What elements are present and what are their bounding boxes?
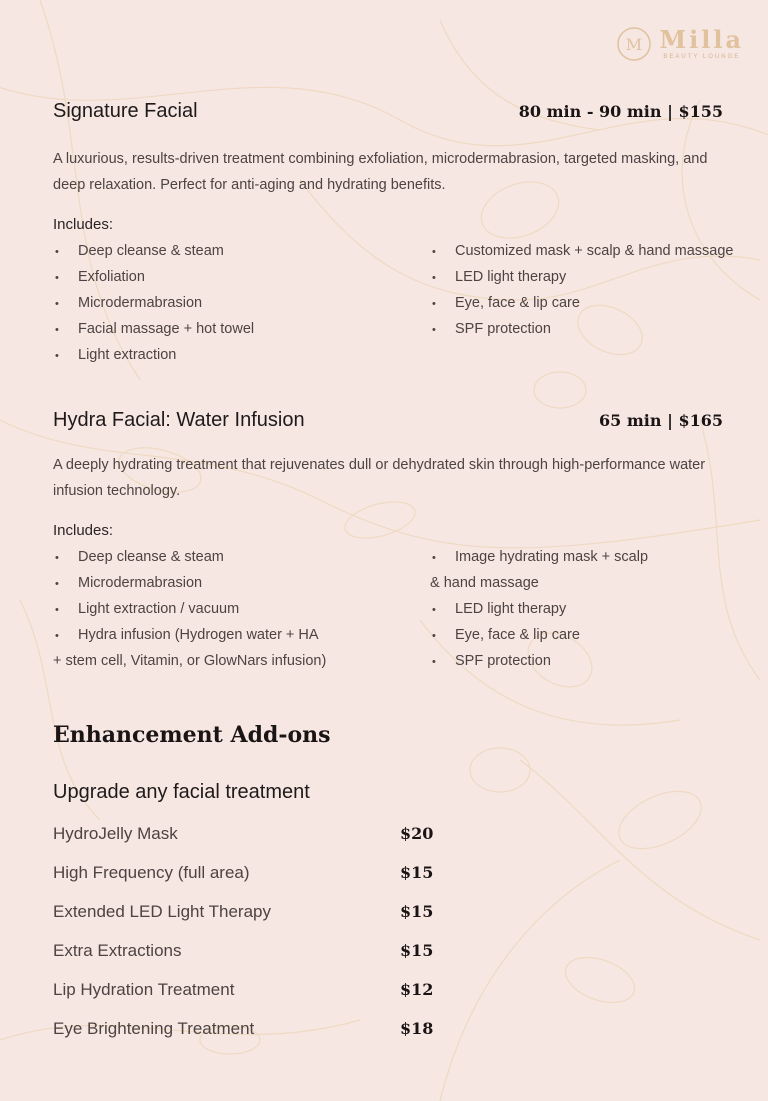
brand-logo: [616, 26, 744, 62]
addon-name: Eye Brightening Treatment: [53, 1019, 255, 1038]
includes-item: • Deep cleanse & steam: [53, 238, 254, 264]
includes-item: • LED light therapy: [430, 264, 733, 290]
addon-row: [53, 861, 453, 885]
addon-name: HydroJelly Mask: [53, 824, 178, 843]
addon-row: [53, 1017, 453, 1041]
addon-row: [53, 822, 453, 846]
includes-item: • Eye, face & lip care: [430, 290, 733, 316]
treatment-header-signature: [53, 100, 723, 123]
includes-list-right: [430, 544, 648, 674]
treatment-title: Hydra Facial: Water Infusion: [53, 409, 305, 431]
includes-item: • Customized mask + scalp & hand massage: [430, 238, 733, 264]
addon-price: $18: [400, 1019, 434, 1038]
includes-item: • Light extraction / vacuum: [53, 596, 326, 622]
addon-row: [53, 978, 453, 1002]
includes-item: • Light extraction: [53, 342, 254, 368]
includes-label: Includes:: [53, 216, 114, 233]
includes-label: Includes:: [53, 522, 114, 539]
addons-subtitle: Upgrade any facial treatment: [53, 781, 310, 803]
includes-item: • Image hydrating mask + scalp: [430, 544, 648, 570]
addon-price: $12: [400, 980, 434, 999]
addon-price: $15: [400, 863, 434, 882]
includes-item: • Deep cleanse & steam: [53, 544, 326, 570]
addon-price: $20: [400, 824, 434, 843]
addon-name: Lip Hydration Treatment: [53, 980, 235, 999]
addon-row: [53, 900, 453, 924]
addon-row: [53, 939, 453, 963]
includes-item: & hand massage: [430, 575, 539, 591]
brand-tagline: BEAUTY LOUNGE: [663, 54, 741, 60]
includes-item: • SPF protection: [430, 316, 733, 342]
includes-list-left: [53, 544, 326, 674]
addons-title: Enhancement Add-ons: [53, 722, 331, 748]
includes-item: • Facial massage + hot towel: [53, 316, 254, 342]
includes-item: • SPF protection: [430, 648, 648, 674]
includes-item: • Exfoliation: [53, 264, 254, 290]
addon-price: $15: [400, 902, 434, 921]
brand-name: Milla: [659, 25, 744, 54]
treatment-header-hydra: [53, 409, 723, 432]
includes-item: + stem cell, Vitamin, or GlowNars infusion): [53, 653, 327, 669]
treatment-description: A luxurious, results-driven treatment combining exfoliation, microdermabrasion, targeted masking, and deep relaxation. Perfect for anti-aging and hydrating benefits.: [53, 151, 708, 193]
includes-list-right: [430, 238, 733, 342]
treatment-price: 65 min | $165: [599, 411, 723, 430]
addon-price: $15: [400, 941, 434, 960]
monogram-letter: M: [625, 35, 642, 54]
addon-name: Extended LED Light Therapy: [53, 902, 271, 921]
addon-name: High Frequency (full area): [53, 863, 250, 882]
includes-list-left: [53, 238, 254, 368]
includes-item: • Eye, face & lip care: [430, 622, 648, 648]
includes-item: • Hydra infusion (Hydrogen water + HA: [53, 622, 326, 648]
treatment-description: A deeply hydrating treatment that rejuvenates dull or dehydrated skin through high-performance water infusion technology.: [53, 457, 706, 499]
treatment-title: Signature Facial: [53, 100, 198, 122]
includes-item: • LED light therapy: [430, 596, 648, 622]
monogram-icon: [616, 26, 652, 62]
addon-name: Extra Extractions: [53, 941, 182, 960]
treatment-price: 80 min - 90 min | $155: [518, 102, 723, 121]
includes-item: • Microdermabrasion: [53, 570, 326, 596]
includes-item: • Microdermabrasion: [53, 290, 254, 316]
